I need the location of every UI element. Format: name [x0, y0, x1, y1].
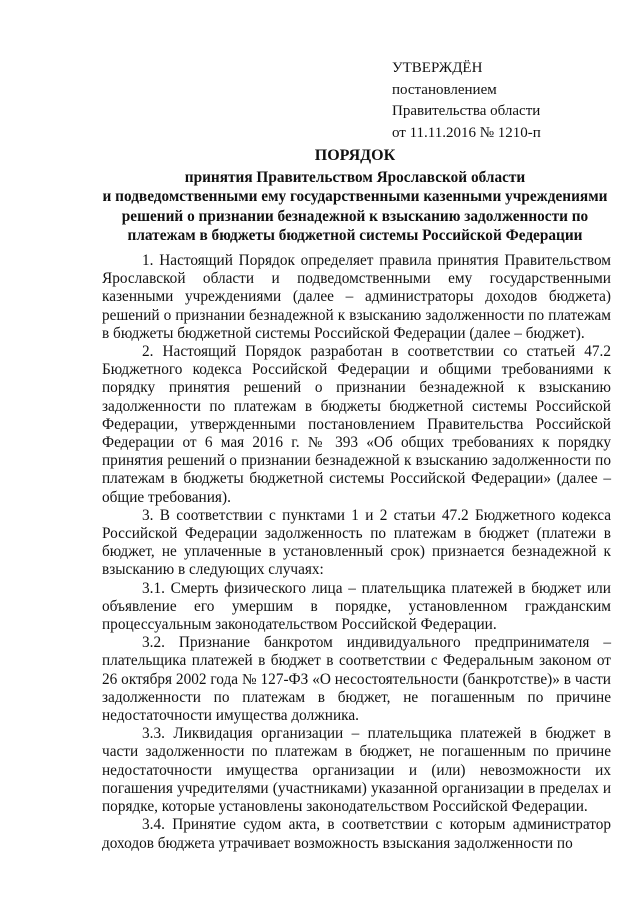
approval-stamp — [392, 58, 622, 144]
title-line-2: и подведомственными ему государственными казенными учреждениями — [102, 188, 608, 206]
paragraph-3-2: 3.2. Признание банкротом индивидуального предпринимателя – плательщика платежей в бюджет в соответствии с Федеральным законом от 26 октября 2002 года № 127-ФЗ «О несостоятельности (банкротстве)» в части задолженности по платежам в бюджет, не погашенным по причине недостаточности имущества должника. — [102, 634, 611, 725]
paragraph-3-4: 3.4. Принятие судом акта, в соответствии с которым администратор доходов бюджета утрачивает возможность взыскания задолженности по — [102, 816, 611, 852]
title-heading: ПОРЯДОК — [314, 147, 396, 164]
title-line-1: принятия Правительством Ярославской области — [184, 168, 526, 186]
approval-line-3: Правительства области — [392, 103, 541, 119]
document-body — [102, 252, 611, 853]
title-line-3: решений о признании безнадежной к взысканию задолженности по — [121, 207, 589, 225]
title-line-4: платежам в бюджеты бюджетной системы Российской Федерации — [127, 227, 583, 245]
paragraph-3: 3. В соответствии с пунктами 1 и 2 статьи 47.2 Бюджетного кодекса Российской Федерации задолженность по платежам в бюджет (платежи в бюджет, не уплаченные в установленный срок) признается безнадежной к взысканию в следующих случаях: — [102, 506, 611, 579]
document-title — [90, 146, 620, 246]
paragraph-1: 1. Настоящий Порядок определяет правила принятия Правительством Ярославской области и подведомственными ему государственными казенными учреждениями (далее – администраторы доходов бюджета) решений о признании безнадежной к взысканию задолженности по платежам в бюджеты бюджетной системы Российской Федерации (далее – бюджет). — [102, 252, 611, 342]
approval-line-4: от 11.11.2016 № 1210-п — [392, 124, 541, 141]
approval-line-2: постановлением — [392, 81, 497, 98]
paragraph-3-1: 3.1. Смерть физического лица – плательщика платежей в бюджет или объявление его умершим в порядке, установленном гражданским процессуальным законодательством Российской Федерации. — [102, 579, 611, 634]
paragraph-3-3: 3.3. Ликвидация организации – плательщика платежей в бюджет в части задолженности по платежам в бюджет, не погашенным по причине недостаточности имущества организации и (или) невозможности их погашения учредителями (участниками) указанной организации в пределах и порядке, которые установлены законодательством Российской Федерации. — [102, 725, 611, 816]
approval-line-1: УТВЕРЖДЁН — [392, 60, 483, 76]
paragraph-2: 2. Настоящий Порядок разработан в соответствии со статьей 47.2 Бюджетного кодекса Российской Федерации и общими требованиями к порядку принятия решений о признании безнадежной к взысканию задолженности по платежам в бюджеты бюджетной системы Российской Федерации, утвержденными постановлением Правительства Российской Федерации от 6 мая 2016 г. № 393 «Об общих требованиях к порядку принятия решений о признании безнадежной к взысканию задолженности по платежам в бюджеты бюджетной системы Российской Федерации» (далее – общие требования). — [102, 343, 611, 506]
